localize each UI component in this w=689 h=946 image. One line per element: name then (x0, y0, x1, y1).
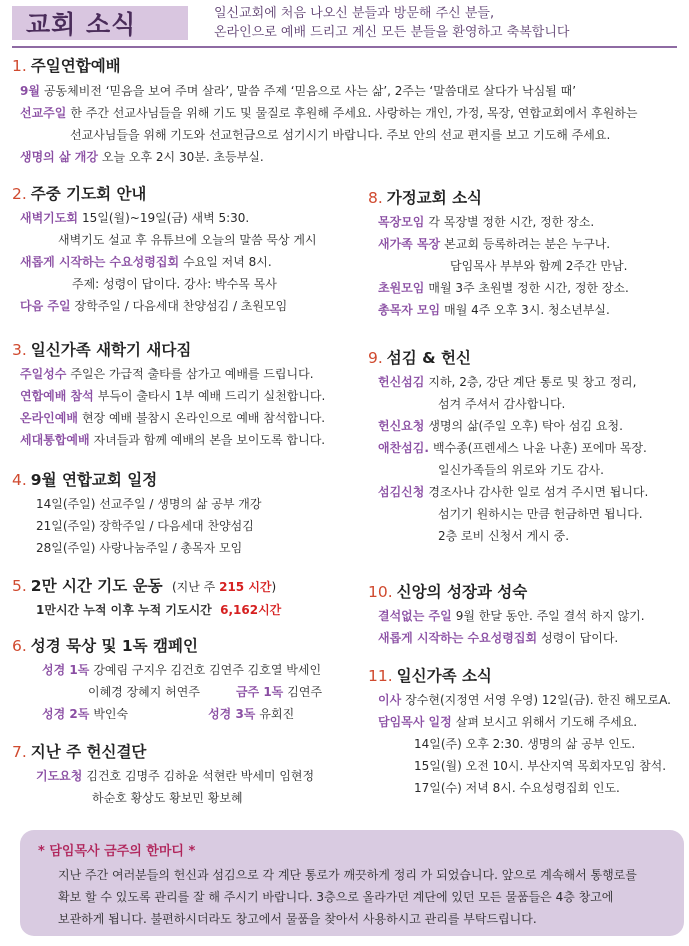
pastor-message-title: * 담임목사 금주의 한마디 * (38, 844, 196, 859)
label: (지난 주 (172, 580, 216, 594)
prayer-request-line (36, 765, 357, 787)
announcement-line: 섬겨 주셔서 감사합니다. (438, 397, 566, 411)
section-number: 3. (12, 341, 27, 359)
announcement-line: 2층 로비 신청서 게시 중. (438, 529, 570, 543)
section-number: 8. (368, 189, 383, 207)
schedule-item: 28일(주일) 사랑나눔주일 / 총목자 모임 (36, 541, 243, 555)
reader-names: 김연주 (287, 685, 323, 699)
announcement-text: 현장 예배 불참시 온라인으로 예배 참석합니다. (81, 411, 326, 425)
keyword: 기도요청 (36, 769, 83, 783)
announcement-line: 섬기기 원하시는 만큼 헌금하면 됩니다. (438, 507, 643, 521)
section-title: 주중 기도회 안내 (30, 185, 147, 203)
keyword: 성경 3독 (208, 707, 256, 721)
keyword: 선교주일 (20, 106, 67, 120)
reader-line (42, 681, 357, 703)
section-title: 9월 연합교회 일정 (30, 471, 158, 489)
section-heading (12, 574, 357, 596)
section-prayer-campaign (12, 574, 357, 621)
section-faith-growth (368, 580, 684, 649)
cumulative-hours-line (36, 599, 357, 621)
section-heading (12, 740, 357, 762)
keyword: 담임목사 일정 (378, 715, 452, 729)
reader-names: 박인숙 (93, 707, 129, 721)
page-title: 교회 소식 (26, 10, 137, 39)
announcement-line (20, 251, 357, 273)
announcement-text: 백수종(프렌세스 나윤 나훈) 포에마 목장. (432, 441, 647, 455)
announcement-line (378, 371, 684, 393)
announcement-line: 일신가족들의 위로와 기도 감사. (438, 463, 604, 477)
announcement-text: 각 목장별 정한 시간, 정한 장소. (428, 215, 595, 229)
section-sunday-worship (12, 54, 682, 168)
keyword: 초원모임 (378, 281, 425, 295)
announcement-line (20, 102, 682, 124)
announcement-text: 매월 4주 오후 3시. 청소년부실. (444, 303, 610, 317)
schedule-item: 21일(주일) 장학주일 / 다음세대 찬양섬김 (36, 519, 254, 533)
announcement-line (20, 363, 357, 385)
keyword: 주일성수 (20, 367, 67, 381)
pastor-message-line: 보관하게 됩니다. 불편하시더라도 창고에서 물품을 찾아서 사용하시고 관리를 부탁드립니다. (58, 912, 537, 926)
reader-line (42, 703, 357, 725)
section-title: 주일연합예배 (30, 57, 121, 75)
keyword: 헌신섬김 (378, 375, 425, 389)
keyword: 목장모임 (378, 215, 425, 229)
section-heading (12, 338, 357, 360)
names: 김건호 김명주 김하윤 석현란 박세미 임현정 (86, 769, 315, 783)
schedule-item: 15일(월) 오전 10시. 부산지역 목회자모임 참석. (414, 759, 667, 773)
cumulative-hours-value: 6,162시간 (220, 603, 282, 617)
announcement-line: 담임목사 부부와 함께 2주간 만남. (450, 259, 628, 273)
keyword: 새롭게 시작하는 수요성령집회 (20, 255, 180, 269)
schedule-item: 14일(주일) 선교주일 / 생명의 삶 공부 개강 (36, 497, 262, 511)
welcome-line-2: 온라인으로 예배 드리고 계신 모든 분들을 환영하고 축복합니다 (214, 25, 570, 40)
section-title: 지난 주 헌신결단 (30, 743, 147, 761)
section-number: 9. (368, 349, 383, 367)
announcement-text: 한 주간 선교사님들을 위해 기도 및 물질로 후원해 주세요. 사랑하는 개인, 가정, 목장, 연합교회에서 후원하는 (70, 106, 638, 120)
section-heading (12, 182, 357, 204)
section-number: 2. (12, 185, 27, 203)
announcement-text: 주일은 가급적 출타를 삼가고 예배를 드립니다. (70, 367, 314, 381)
section-heading (12, 634, 357, 656)
section-family-news (368, 664, 684, 799)
announcement-text: 수요일 저녁 8시. (183, 255, 272, 269)
announcement-line (378, 277, 684, 299)
keyword: 성경 1독 (42, 663, 90, 677)
last-week-hours (172, 580, 276, 594)
keyword: 새벽기도회 (20, 211, 78, 225)
keyword: 세대통합예배 (20, 433, 90, 447)
hours-value: 215 시간 (219, 580, 272, 594)
reader-names: 이혜경 장혜지 허연주 (88, 685, 200, 699)
section-heading (12, 468, 357, 490)
section-bible-reading (12, 634, 357, 725)
keyword: 새롭게 시작하는 수요성령집회 (378, 631, 538, 645)
announcement-text: 살펴 보시고 위해서 기도해 주세요. (455, 715, 638, 729)
announcement-text: 본교회 등록하려는 분은 누구나. (444, 237, 611, 251)
keyword: 총목자 모임 (378, 303, 441, 317)
announcement-line: 주제: 성령이 답이다. 강사: 박수목 목사 (72, 277, 277, 291)
announcement-line (378, 481, 684, 503)
announcement-line (20, 407, 357, 429)
announcement-line (378, 233, 684, 255)
schedule-item: 17일(수) 저녁 8시. 수요성령집회 인도. (414, 781, 620, 795)
announcement-text: 매월 3주 초원별 정한 시간, 정한 장소. (428, 281, 629, 295)
keyword: 생명의 삶 개강 (20, 150, 98, 164)
announcement-line (20, 385, 357, 407)
section-heading (12, 54, 682, 76)
pastor-message-line: 확보 할 수 있도록 관리를 잘 해 주시기 바랍니다. 3층으로 올라가던 계단에 있던 모든 물품들은 4층 창고에 (58, 890, 614, 904)
section-heading (368, 346, 684, 368)
section-heading (368, 664, 684, 686)
section-title: 섬김 & 헌신 (386, 349, 471, 367)
announcement-line (378, 437, 684, 459)
announcement-line: 선교사님들을 위해 기도와 선교헌금으로 섬기시기 바랍니다. 주보 안의 선교 편지를 보고 기도해 주세요. (70, 128, 611, 142)
announcement-line (378, 711, 684, 733)
section-number: 10. (368, 583, 393, 601)
section-prayer-meetings (12, 182, 357, 317)
announcement-line (378, 605, 684, 627)
keyword: 이사 (378, 693, 402, 707)
announcement-line (20, 295, 357, 317)
section-heading (368, 580, 684, 602)
announcement-line (20, 429, 357, 451)
welcome-line-1: 일신교회에 처음 나오신 분들과 방문해 주신 분들, (214, 6, 495, 21)
announcement-text: 자녀들과 함께 예배의 본을 보이도록 합니다. (93, 433, 326, 447)
keyword: 온라인예배 (20, 411, 78, 425)
section-title: 성경 묵상 및 1독 캠페인 (30, 637, 198, 655)
welcome-message (214, 4, 569, 42)
section-last-week-commitment (12, 740, 357, 809)
announcement-line (378, 627, 684, 649)
label: ) (271, 580, 277, 594)
section-number: 4. (12, 471, 27, 489)
section-house-church (368, 186, 684, 321)
keyword: 결석없는 주일 (378, 609, 452, 623)
prayer-request-line: 하순호 황상도 황보민 황보혜 (92, 791, 243, 805)
header-divider (12, 46, 677, 48)
section-service-dedication (368, 346, 684, 547)
announcement-line (378, 211, 684, 233)
section-title: 일신가족 새학기 새다짐 (30, 341, 192, 359)
announcement-line (378, 415, 684, 437)
announcement-text: 경조사나 감사한 일로 섬겨 주시면 됩니다. (428, 485, 649, 499)
announcement-line (378, 689, 684, 711)
keyword: 다음 주일 (20, 299, 71, 313)
announcement-line (20, 80, 682, 102)
section-new-semester (12, 338, 357, 451)
keyword: 9월 (20, 84, 40, 98)
keyword: 섬김신청 (378, 485, 425, 499)
announcement-text: 공동체비전 ‘믿음을 보여 주며 살라’, 말씀 주제 ‘믿음으로 사는 삶’, 2주는 ‘말씀대로 살다가 낙심될 때’ (43, 84, 577, 98)
keyword: 새가족 목장 (378, 237, 441, 251)
keyword: 애찬섬김. (378, 441, 429, 455)
keyword: 성경 2독 (42, 707, 90, 721)
announcement-text: 15일(월)~19일(금) 새벽 5:30. (81, 211, 250, 225)
header (0, 0, 689, 48)
section-number: 6. (12, 637, 27, 655)
announcement-text: 부득이 출타시 1부 예배 드리기 실천합니다. (97, 389, 326, 403)
announcement-line (378, 299, 684, 321)
schedule-item: 14일(주) 오후 2:30. 생명의 삶 공부 인도. (414, 737, 636, 751)
keyword: 헌신요청 (378, 419, 425, 433)
section-title: 일신가족 소식 (396, 667, 492, 685)
announcement-line (20, 146, 682, 168)
section-title: 신앙의 성장과 성숙 (396, 583, 528, 601)
announcement-text: 장학주일 / 다음세대 찬양섬김 / 초원모임 (74, 299, 288, 313)
reader-names: 강예림 구지우 김건호 김연주 김호열 박세인 (93, 663, 322, 677)
keyword: 금주 1독 (235, 685, 284, 699)
reader-names: 유회진 (259, 707, 295, 721)
pastor-message-line: 지난 주간 여러분들의 헌신과 섬김으로 각 계단 통로가 깨끗하게 정리 가 되었습니다. 앞으로 계속해서 통행로를 (58, 868, 637, 882)
announcement-text: 지하, 2층, 강단 계단 통로 및 창고 정리, (428, 375, 637, 389)
section-number: 7. (12, 743, 27, 761)
reader-line (42, 659, 357, 681)
announcement-line: 새벽기도 설교 후 유튜브에 오늘의 말씀 묵상 게시 (58, 233, 317, 247)
keyword: 연합예배 참석 (20, 389, 94, 403)
announcement-text: 오늘 오후 2시 30분. 초등부실. (101, 150, 264, 164)
section-title: 2만 시간 기도 운동 (30, 577, 163, 595)
announcement-text: 9월 한달 동안. 주일 결석 하지 않기. (455, 609, 645, 623)
announcement-text: 성령이 답이다. (541, 631, 619, 645)
announcement-text: 생명의 삶(주일 오후) 탁아 섬김 요청. (428, 419, 623, 433)
announcement-line (20, 207, 357, 229)
pastor-message-body (58, 864, 678, 930)
label: 1만시간 누적 이후 누적 기도시간 (36, 603, 212, 617)
section-heading (368, 186, 684, 208)
section-title: 가정교회 소식 (386, 189, 483, 207)
pastor-message-box (20, 830, 684, 936)
announcement-text: 장수현(지정연 서영 우영) 12일(금). 한진 해모로A. (405, 693, 671, 707)
section-number: 5. (12, 577, 27, 595)
section-number: 1. (12, 57, 27, 75)
section-september-schedule (12, 468, 357, 559)
section-number: 11. (368, 667, 393, 685)
